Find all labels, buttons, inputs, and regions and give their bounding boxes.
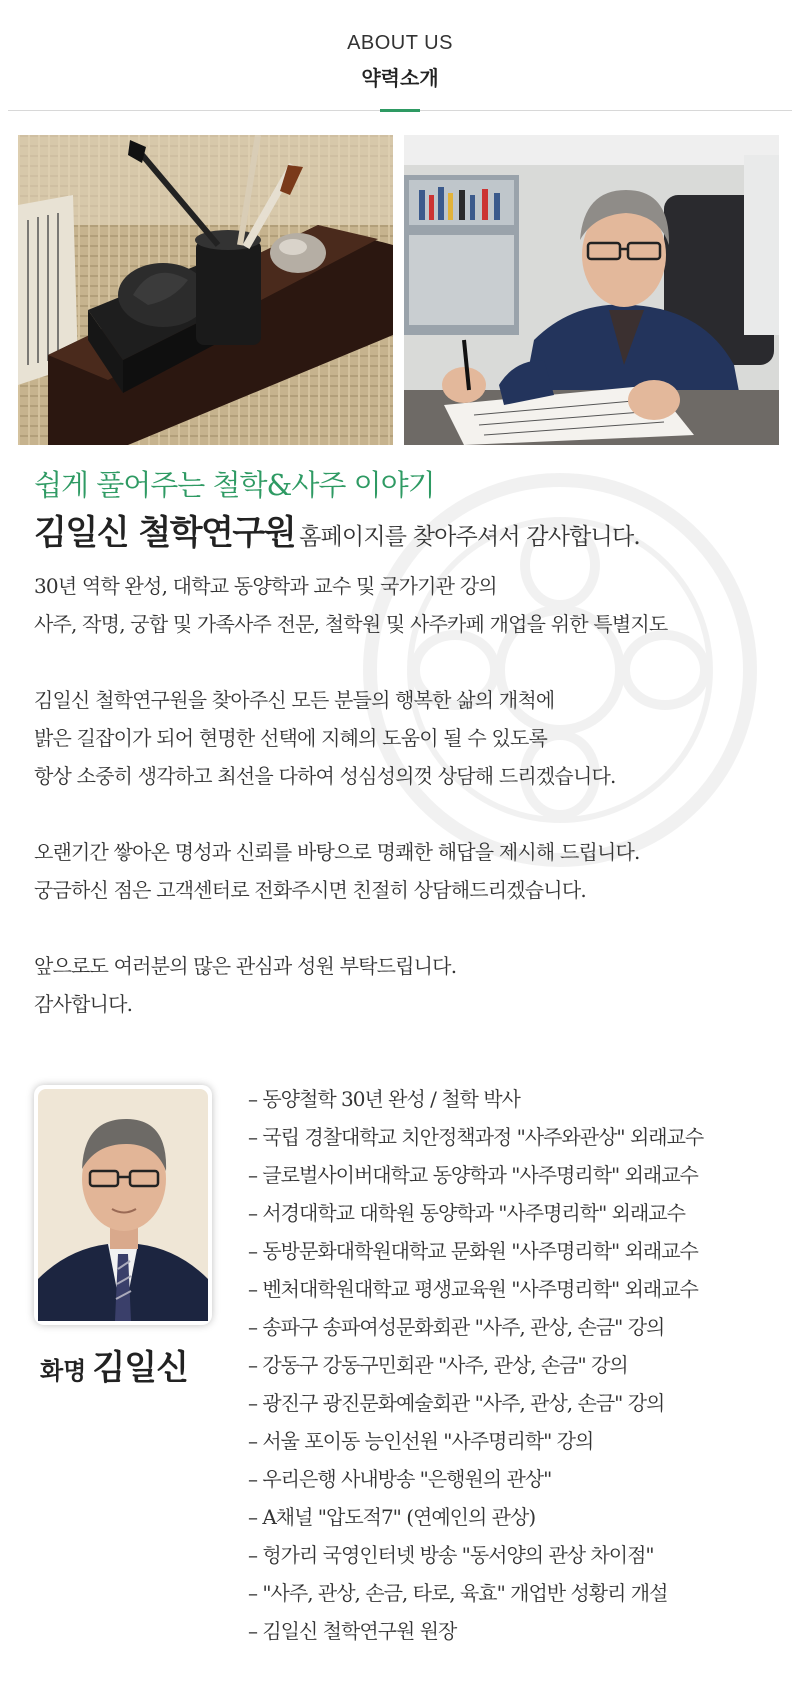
scholar-at-desk-photo bbox=[404, 135, 779, 445]
career-item: – 우리은행 사내방송 "은행원의 관상" bbox=[248, 1467, 552, 1491]
career-item: – 동양철학 30년 완성 / 철학 박사 bbox=[248, 1087, 520, 1111]
career-item: – 서경대학교 대학원 동양학과 "사주명리학" 외래교수 bbox=[248, 1201, 685, 1225]
career-item: – 강동구 강동구민회관 "사주, 관상, 손금" 강의 bbox=[248, 1353, 628, 1377]
profile-name-block bbox=[40, 1340, 230, 1389]
intro-paragraphs bbox=[34, 567, 774, 1023]
career-item: – 서울 포이동 능인선원 "사주명리학" 강의 bbox=[248, 1429, 594, 1453]
page-header bbox=[0, 0, 800, 120]
header-accent-bar bbox=[380, 109, 420, 112]
career-item: – 국립 경찰대학교 치안정책과정 "사주와관상" 외래교수 bbox=[248, 1125, 704, 1149]
paragraph-line: 김일신 철학연구원을 찾아주신 모든 분들의 행복한 삶의 개척에 bbox=[34, 688, 555, 712]
pen-name-label: 화명 bbox=[40, 1356, 87, 1385]
paragraph-line: 앞으로도 여러분의 많은 관심과 성원 부탁드립니다. bbox=[34, 954, 457, 978]
profile-portrait bbox=[34, 1085, 212, 1325]
org-name: 김일신 철학연구원 bbox=[34, 513, 296, 553]
career-item: – 동방문화대학원대학교 문화원 "사주명리학" 외래교수 bbox=[248, 1239, 698, 1263]
paragraph-line: 감사합니다. bbox=[34, 992, 133, 1016]
intro-paragraph bbox=[34, 833, 774, 909]
intro-section bbox=[34, 465, 774, 1061]
career-item: – "사주, 관상, 손금, 타로, 육효" 개업반 성황리 개설 bbox=[248, 1581, 668, 1605]
paragraph-line: 오랜기간 쌓아온 명성과 신뢰를 바탕으로 명쾌한 해답을 제시해 드립니다. bbox=[34, 840, 640, 864]
intro-greeting bbox=[34, 511, 774, 559]
intro-tagline: 쉽게 풀어주는 철학&사주 이야기 bbox=[34, 468, 435, 502]
section-eyebrow: ABOUT US bbox=[347, 32, 453, 54]
intro-paragraph bbox=[34, 947, 774, 1023]
career-item: – 광진구 광진문화예술회관 "사주, 관상, 손금" 강의 bbox=[248, 1391, 665, 1415]
career-item: – A채널 "압도적7" (연예인의 관상) bbox=[248, 1505, 536, 1529]
career-item: – 벤처대학원대학교 평생교육원 "사주명리학" 외래교수 bbox=[248, 1277, 698, 1301]
intro-paragraph bbox=[34, 681, 774, 795]
paragraph-line: 사주, 작명, 궁합 및 가족사주 전문, 철학원 및 사주카페 개업을 위한 특별지도 bbox=[34, 612, 668, 636]
pen-name: 김일신 bbox=[92, 1348, 188, 1388]
paragraph-line: 밝은 길잡이가 되어 현명한 선택에 지혜의 도움이 될 수 있도록 bbox=[34, 726, 548, 750]
calligraphy-photo bbox=[18, 135, 393, 445]
paragraph-line: 궁금하신 점은 고객센터로 전화주시면 친절히 상담해드리겠습니다. bbox=[34, 878, 586, 902]
paragraph-line: 항상 소중히 생각하고 최선을 다하여 성심성의껏 상담해 드리겠습니다. bbox=[34, 764, 616, 788]
career-item: – 헝가리 국영인터넷 방송 "동서양의 관상 차이점" bbox=[248, 1543, 654, 1567]
career-list bbox=[248, 1080, 788, 1650]
paragraph-line: 30년 역학 완성, 대학교 동양학과 교수 및 국가기관 강의 bbox=[34, 574, 497, 598]
page-title: 약력소개 bbox=[361, 66, 439, 90]
career-item: – 송파구 송파여성문화회관 "사주, 관상, 손금" 강의 bbox=[248, 1315, 665, 1339]
intro-paragraph bbox=[34, 567, 774, 643]
career-item: – 김일신 철학연구원 원장 bbox=[248, 1619, 457, 1643]
career-item: – 글로벌사이버대학교 동양학과 "사주명리학" 외래교수 bbox=[248, 1163, 698, 1187]
greeting-text: 홈페이지를 찾아주셔서 감사합니다. bbox=[299, 524, 640, 550]
